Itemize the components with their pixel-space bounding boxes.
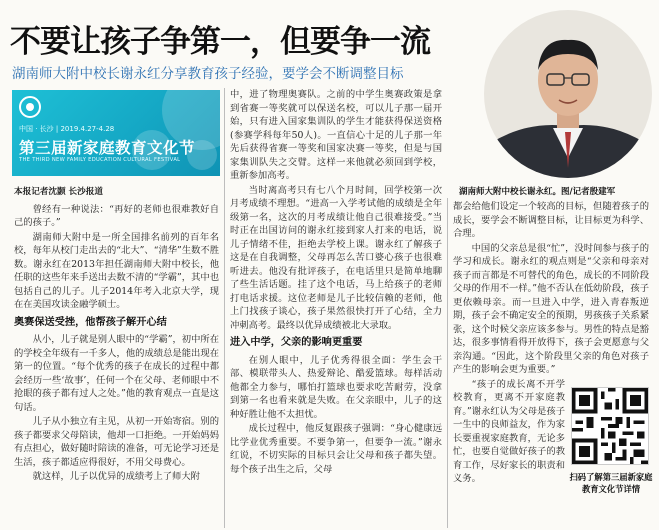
paragraph: 中国的父亲总是很“忙”，没时间参与孩子的学习和成长。谢永红的观点则是“父亲和母亲对孩子而言都是不可替代的角色，成长的不同阶段父母的作用不一样。”他不否认在低幼阶段，孩子更依赖母亲。而一旦进入中学，进入青春叛逆期，孩子会不确定安全的预期，男孩孩子关系紧张，这个时候父亲应该多参与。男性的特点是豁达，很多事情看得开放得下，孩子会更愿意与父亲沟通。“因此，这个阶段里父亲的角色对孩子产生的影响会更为重要。”: [453, 242, 649, 375]
section-heading: 奥赛保送受挫，他帮孩子解开心结: [14, 316, 167, 328]
paragraph: 在别人眼中，儿子优秀得很全面：学生会干部、模联带头人、热爱辩论、酷爱篮球。每样活动他都全力参与，哪怕打篮球也要求吃苦耐劳，没拿到第一名也看来就是失败。在父亲眼中，儿子的这种好胜让他不太担忧。: [230, 354, 442, 420]
column-divider: [447, 198, 448, 528]
festival-banner: [12, 90, 220, 176]
paragraph: 中，进了物理奥赛队。之前的中学生奥赛政策是拿到省赛一等奖就可以保送名校，可以儿子那一届开始，只有进入国家集训队的学生才能获得保送资格(参赛学科每年50人)。一直信心十足的儿子那一年先后获得省赛一等奖和国家决赛一等奖，但是与国家集训队失之交臂。这样一来他就必须回到学校，重新参加高考。: [230, 89, 442, 181]
paragraph: 就这样，儿子以优异的成绩考上了师大附: [32, 471, 200, 482]
qr-caption: 扫码了解第三届新家庭教育文化节详情: [569, 472, 653, 494]
paragraph: 曾经有一种说法：“再好的老师也很难教好自己的孩子。”: [14, 203, 219, 228]
festival-logo-icon: [19, 96, 41, 118]
banner-title: 第三届新家庭教育文化节: [19, 139, 196, 157]
paragraph: 儿子从小独立有主见，从初一开始寄宿。别的孩子都要求父母陪读，他却一口拒绝。一开始妈妈有点担心，做好随时陪读的准备，可无论学习还是生活，孩子都适应得很好，不用父母费心。: [14, 416, 219, 468]
photo-caption: 湖南师大附中校长谢永红。图/记者殷建军: [459, 187, 616, 197]
paragraph: 湖南师大附中是一所全国排名前列的百年名校，每年从校门走出去的“北大”、“清华”生数不胜数。谢永红在2013年担任湖南师大附中校长，他任职的这些年来手送出去数不清的“学霸”，其中也包括自己的儿子。儿子2014年考入北京大学，现在在美国攻读金融学硕士。: [14, 231, 219, 310]
paragraph: 当时离高考只有七八个月时间，回学校第一次月考成绩不理想。“进高一入学考试他的成绩是全年级第一名，这次的月考成绩让他自己很难接受。”当时正在出国访问的谢永红接到家人打来的电话，说儿子情绪不佳，拒绝去学校上课。谢永红了解孩子这是在自我调整，父母再怎么苦口婆心孩子也很难听进去。他没有批评孩子，在电话里只是简单地聊了些生活话题。挂了这个电话，马上给孩子的老师打电话求援。这位老师是儿子比较信赖的老师，他上门找孩子谈心，孩子果然很快打开了心结，全力冲刺高考。最终以优异成绩被北大录取。: [230, 184, 442, 331]
paragraph: 从小，儿子就是别人眼中的“学霸”，初中所在的学校全年级有一千多人，他的成绩总是能出现在第一的位置。“每个优秀的孩子在成长的过程中都会经历一些‘故事’，任何一个在父母、老师眼中不抢眼的孩子都有过人之处。”他的教育观点一直是这句话。: [14, 334, 219, 413]
headline: 不要让孩子争第一，但要争一流: [10, 24, 430, 60]
paragraph: 都会给他们设定一个较高的目标，但随着孩子的成长，要学会不断调整目标，让目标更为科学、合理。: [453, 201, 649, 239]
banner-meta: 中国 · 长沙 | 2019.4.27-4.28: [19, 125, 115, 133]
subheadline: 湖南师大附中校长谢永红分享教育孩子经验，要学会不断调整目标: [12, 66, 404, 82]
byline: 本报记者沈颢 长沙报道: [14, 187, 103, 197]
article-column-1: [14, 186, 219, 485]
article-column-2: [230, 88, 442, 477]
section-heading: 进入中学，父亲的影响更重要: [230, 337, 363, 348]
column-divider: [224, 88, 225, 528]
paragraph: “孩子的成长离不开学校教育，更离不开家庭教育。”谢永红认为父母是孩子一生中的良师益友，作为家长要重视家庭教育，无论多忙，也要自觉做好孩子的教育工作，尽好家长的职责和义务。: [453, 378, 565, 484]
banner-subtitle-en: THE THIRD NEW FAMILY EDUCATION CULTURAL FESTIVAL: [19, 157, 181, 163]
paragraph: 成长过程中，他反复跟孩子强调：“身心健康远比学业优秀重要。不要争第一，但要争一流。”谢永红说，不切实际的目标只会让父母和孩子都失望。每个孩子出生之后，父母: [230, 423, 442, 475]
qr-code-icon[interactable]: [571, 387, 649, 465]
portrait-photo: [483, 8, 653, 182]
